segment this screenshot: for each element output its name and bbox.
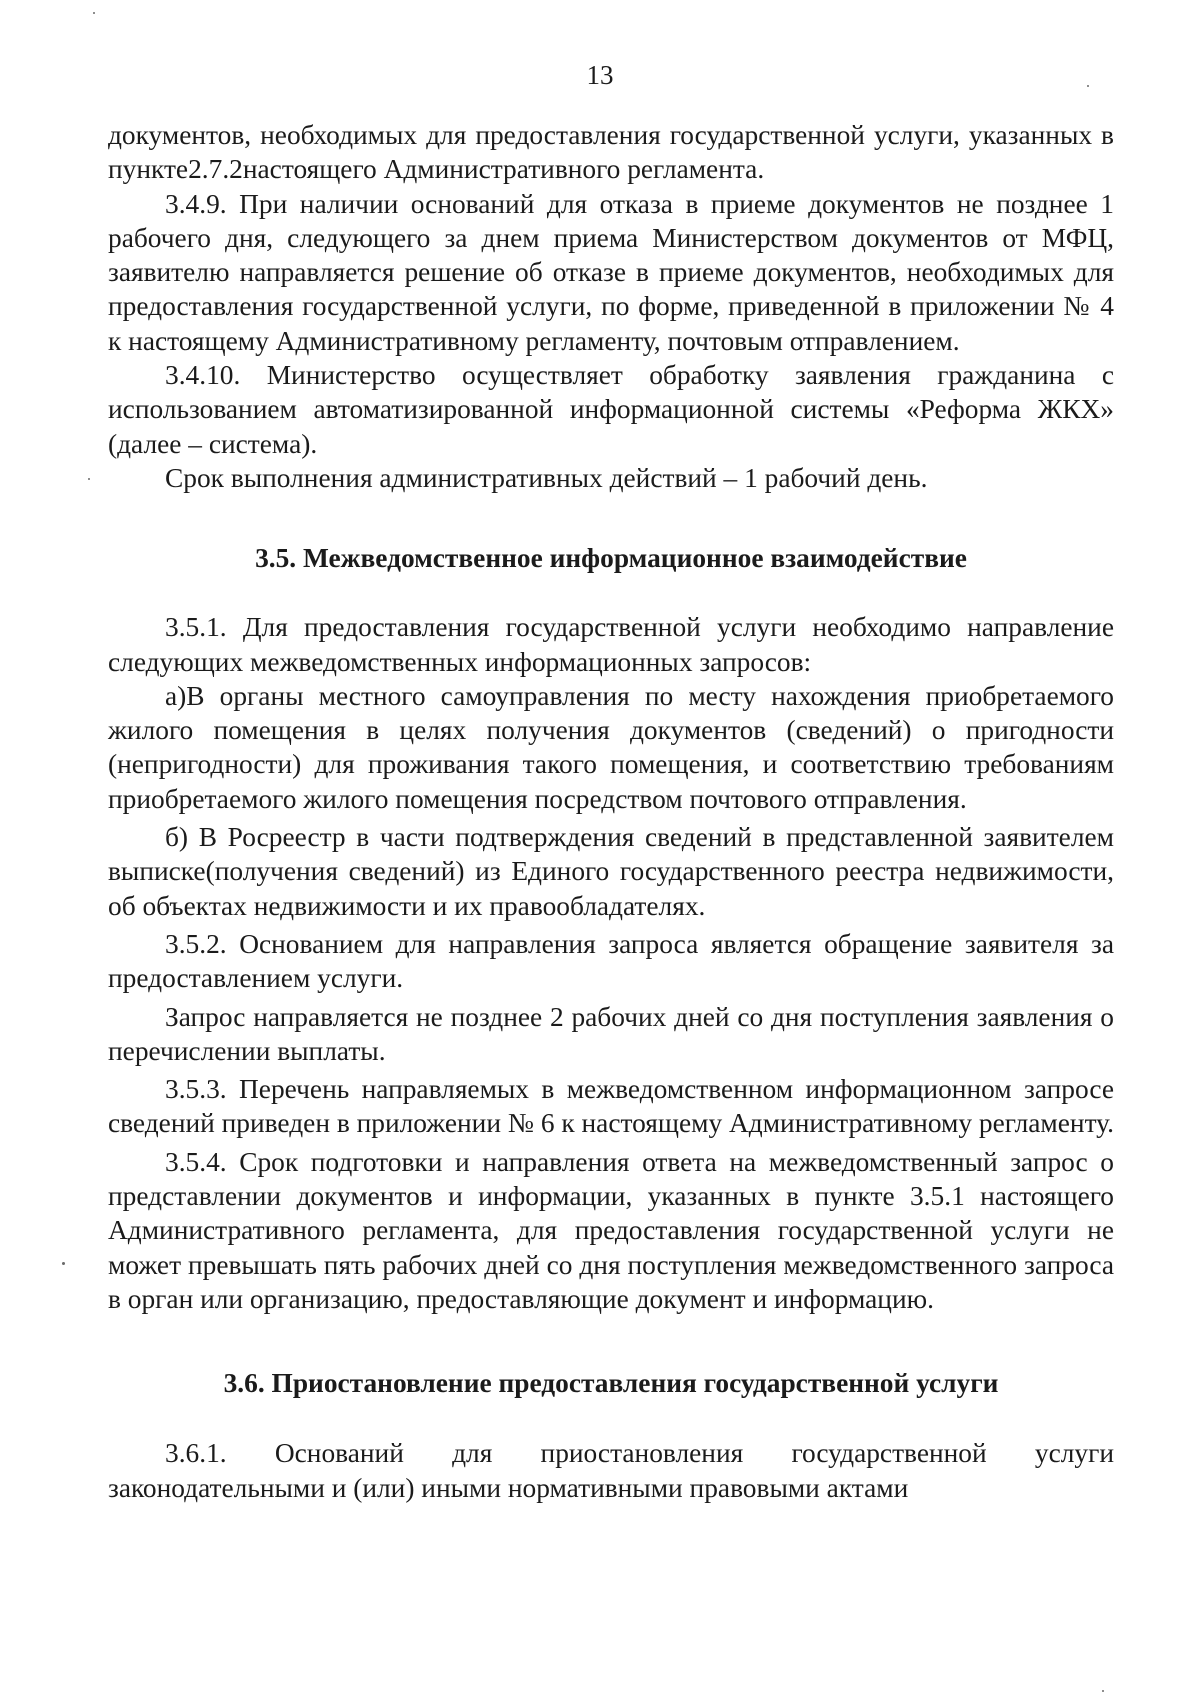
scan-speck	[93, 12, 95, 14]
page-number: 13	[586, 60, 614, 90]
scan-speck	[62, 1262, 65, 1265]
paragraph-3-5-1-a: а)В органы местного самоуправления по месту нахождения приобретаемого жилого помещения в целях получения документов (сведений) о пригодности (непригодности) для проживания такого помещения, и соответствию требованиям приобретаемого жилого помещения посредством почтового отправления.	[108, 680, 1114, 814]
paragraph-3-5-1: 3.5.1. Для предоставления государственной услуги необходимо направление следующих межведомственных информационных запросов:	[108, 612, 1114, 677]
paragraph-3-5-3: 3.5.3. Перечень направляемых в межведомственном информационном запросе сведений приведен в приложении № 6 к настоящему Административному регламенту.	[108, 1074, 1114, 1139]
paragraph-request-deadline: Запрос направляется не позднее 2 рабочих дней со дня поступления заявления о перечислении выплаты.	[108, 1001, 1114, 1066]
scan-speck	[88, 478, 90, 480]
paragraph-3-5-4: 3.5.4. Срок подготовки и направления ответа на межведомственный запрос о представлении документов и информации, указанных в пункте 3.5.1 настоящего Административного регламента, для предоставления государственной услуги не может превышать пять рабочих дней со дня поступления межведомственного запроса в орган или организацию, предоставляющие документ и информацию.	[108, 1146, 1114, 1314]
document-body	[108, 118, 1114, 1505]
section-heading-3-6: 3.6. Приостановление предоставления государственной услуги	[223, 1368, 999, 1399]
paragraph-3-4-10: 3.4.10. Министерство осуществляет обработку заявления гражданина с использованием автоматизированной информационной системы «Реформа ЖКХ» (далее – система).	[108, 360, 1114, 459]
paragraph-3-4-9: 3.4.9. При наличии оснований для отказа в приеме документов не позднее 1 рабочего дня, следующего за днем приема Министерством документов от МФЦ, заявителю направляется решение об отказе в приеме документов, необходимых для предоставления государственной услуги, по форме, приведенной в приложении № 4 к настоящему Административному регламенту, почтовым отправлением.	[108, 188, 1114, 356]
paragraph-3-6-1: 3.6.1. Оснований для приостановления государственной услуги законодательными и (или) иными нормативными правовыми актами	[108, 1438, 1114, 1503]
scan-speck	[1102, 1690, 1104, 1692]
paragraph-3-5-2: 3.5.2. Основанием для направления запроса является обращение заявителя за предоставлением услуги.	[108, 928, 1114, 994]
section-heading-3-5: 3.5. Межведомственное информационное взаимодействие	[255, 543, 967, 574]
paragraph-deadline: Срок выполнения административных действий – 1 рабочий день.	[165, 462, 928, 493]
scan-speck	[1087, 85, 1089, 87]
paragraph-3-5-1-b: б) В Росреестр в части подтверждения сведений в представленной заявителем выписке(получения сведений) из Единого государственного реестра недвижимости, об объектах недвижимости и их правообладателях.	[108, 822, 1114, 921]
paragraph-continuation: документов, необходимых для предоставления государственной услуги, указанных в пункте2.7.2настоящего Административного регламента.	[108, 120, 1114, 185]
